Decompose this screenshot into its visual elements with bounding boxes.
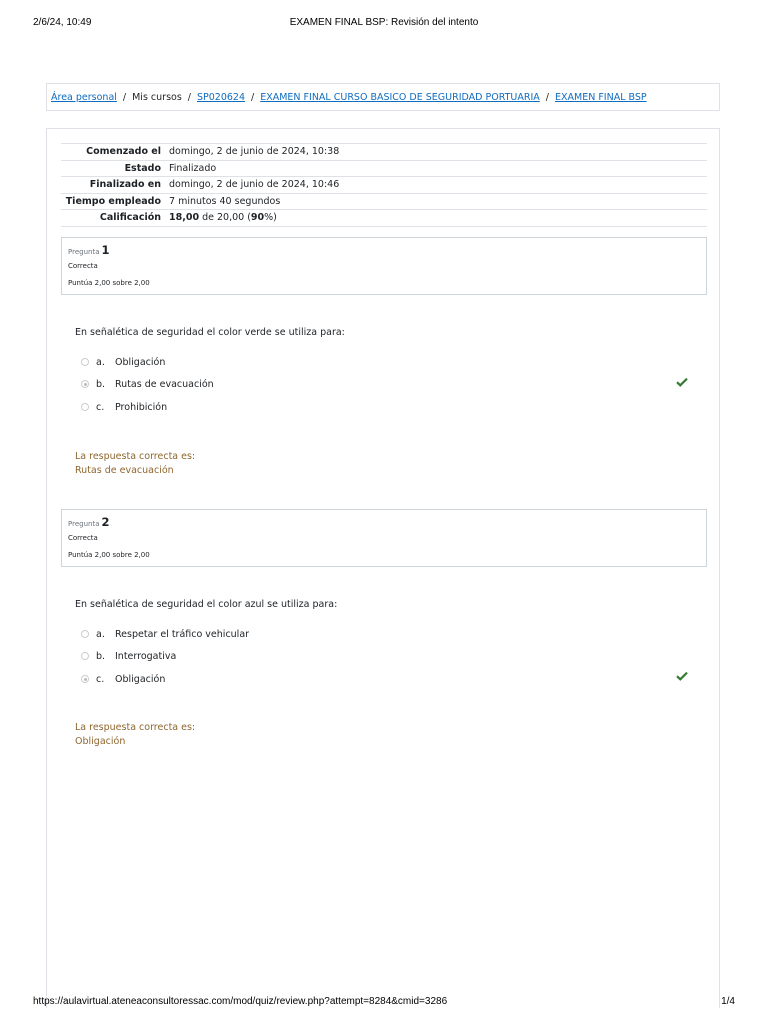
print-datetime: 2/6/24, 10:49 [33, 17, 92, 28]
answer-text: Interrogativa [115, 650, 177, 662]
breadcrumb-my-courses: Mis cursos [132, 91, 182, 103]
question-state: Correcta [68, 534, 98, 542]
summary-label: Finalizado en [61, 177, 165, 194]
question-state: Correcta [68, 262, 98, 270]
print-footer [0, 996, 768, 1010]
answer-radio[interactable] [81, 403, 89, 411]
grade-of: de 20,00 ( [199, 212, 251, 224]
summary-row-state [61, 160, 707, 177]
question-info [61, 237, 707, 295]
breadcrumb-home-link[interactable]: Área personal [51, 91, 117, 103]
summary-row-started [61, 144, 707, 161]
question-number-value: 1 [101, 243, 110, 257]
answer-option [81, 627, 249, 641]
summary-value: Finalizado [165, 160, 707, 177]
question-text: En señalética de seguridad el color azul se utiliza para: [75, 599, 338, 610]
attempt-summary-table [61, 143, 707, 227]
answer-radio[interactable] [81, 358, 89, 366]
breadcrumb-separator: / [251, 91, 255, 103]
answer-option [81, 355, 165, 369]
question-info [61, 509, 707, 567]
summary-grade-value [165, 210, 707, 227]
answer-text: Obligación [115, 356, 166, 368]
answer-option-selected [81, 672, 165, 686]
answer-radio[interactable] [81, 652, 89, 660]
grade-percent: 90 [250, 212, 265, 224]
summary-value: 7 minutos 40 segundos [165, 193, 707, 210]
check-icon [676, 377, 688, 387]
answer-letter: c. [96, 673, 105, 685]
answer-option-selected [81, 377, 214, 391]
answer-letter: b. [96, 378, 106, 390]
answer-option [81, 649, 176, 663]
summary-row-time [61, 193, 707, 210]
breadcrumb-separator: / [187, 91, 191, 103]
answer-letter: a. [96, 356, 105, 368]
print-title: EXAMEN FINAL BSP: Revisión del intento [289, 17, 479, 28]
print-url: https://aulavirtual.ateneaconsultoressac.com/mod/quiz/review.php?attempt=8284&cmid=3286 [33, 996, 448, 1007]
summary-label: Estado [61, 160, 165, 177]
grade-score: 18,00 [169, 212, 200, 224]
answer-text: Rutas de evacuación [115, 378, 214, 390]
print-page-number: 1/4 [721, 996, 735, 1007]
answer-radio[interactable] [81, 630, 89, 638]
right-answer-feedback [75, 721, 195, 749]
breadcrumb-category-link[interactable]: SP020624 [196, 91, 246, 103]
question-number [68, 515, 110, 529]
answer-option [81, 400, 167, 414]
feedback-answer: Rutas de evacuación [75, 465, 174, 476]
question-grade: Puntúa 2,00 sobre 2,00 [68, 551, 150, 559]
question-text: En señalética de seguridad el color verde se utiliza para: [75, 327, 345, 338]
question-prefix: Pregunta [68, 520, 100, 528]
print-header [0, 17, 768, 31]
breadcrumb-course-link[interactable]: EXAMEN FINAL CURSO BASICO DE SEGURIDAD PORTUARIA [260, 91, 540, 103]
summary-label: Calificación [61, 210, 165, 227]
answer-text: Obligación [115, 673, 166, 685]
answer-letter: b. [96, 650, 106, 662]
summary-value: domingo, 2 de junio de 2024, 10:46 [165, 177, 707, 194]
summary-label: Comenzado el [61, 144, 165, 161]
question-number-value: 2 [101, 515, 110, 529]
feedback-label: La respuesta correcta es: [75, 722, 196, 733]
summary-label: Tiempo empleado [61, 193, 165, 210]
check-icon [676, 671, 688, 681]
breadcrumb-quiz-link[interactable]: EXAMEN FINAL BSP [554, 91, 647, 103]
question-number [68, 243, 110, 257]
feedback-answer: Obligación [75, 736, 126, 747]
answer-letter: c. [96, 401, 105, 413]
answer-radio-checked[interactable] [81, 380, 89, 388]
answer-text: Prohibición [115, 401, 168, 413]
question-grade: Puntúa 2,00 sobre 2,00 [68, 279, 150, 287]
breadcrumb-separator: / [545, 91, 549, 103]
summary-row-finished [61, 177, 707, 194]
breadcrumb [46, 83, 720, 111]
answer-radio-checked[interactable] [81, 675, 89, 683]
answer-letter: a. [96, 628, 105, 640]
feedback-label: La respuesta correcta es: [75, 451, 196, 462]
question-prefix: Pregunta [68, 248, 100, 256]
right-answer-feedback [75, 450, 195, 478]
breadcrumb-separator: / [122, 91, 127, 103]
answer-text: Respetar el tráfico vehicular [115, 628, 250, 640]
summary-value: domingo, 2 de junio de 2024, 10:38 [165, 144, 707, 161]
grade-pct-suffix: %) [264, 212, 277, 224]
summary-row-grade [61, 210, 707, 227]
